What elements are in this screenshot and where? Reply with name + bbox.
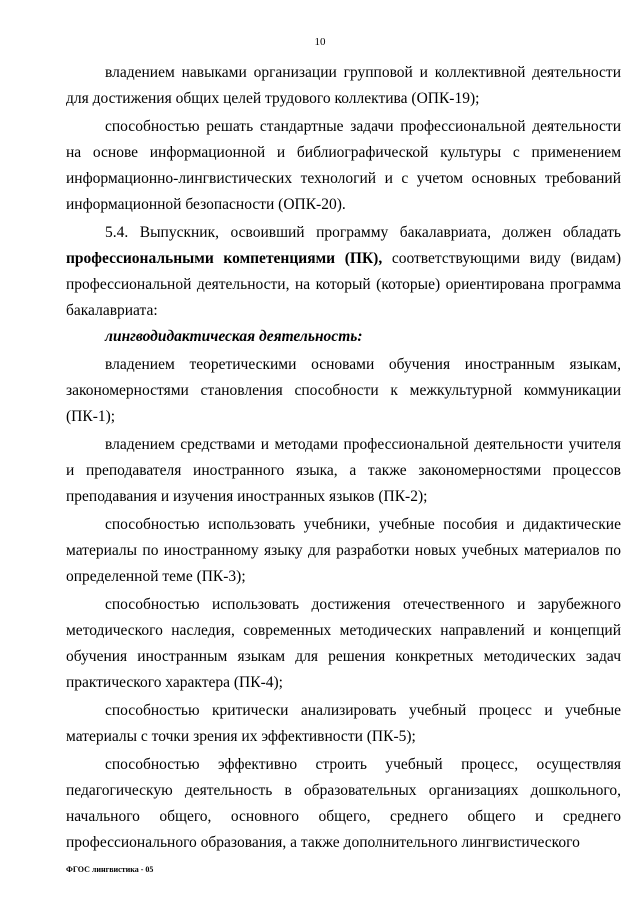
- competency-pk-4: способностью использовать достижения отечественного и зарубежного методического наследия, современных методических направлений и концепций обучения иностранным языкам для решения конкретных методических задач практического характера (ПК-4);: [66, 596, 621, 691]
- paragraph-opk-20: способностью решать стандартные задачи профессиональной деятельности на основе информационной и библиографической культуры с применением информационно-лингвистических технологий и с учетом основных требований информационной безопасности (ОПК-20).: [66, 118, 621, 213]
- section-5-4-intro: 5.4. Выпускник, освоивший программу бакалавриата, должен обладать: [105, 224, 621, 241]
- section-5-4-rest: соответствующими виду (видам) профессиональной деятельности, на который (которые) ориентирована программа бакалавриата:: [66, 250, 622, 319]
- competency-pk-2: владением средствами и методами профессиональной деятельности учителя и преподавателя иностранного языка, а также закономерностями процессов преподавания и изучения иностранных языков (ПК-2);: [66, 436, 621, 505]
- paragraph-opk-19: владением навыками организации групповой и коллективной деятельности для достижения общих целей трудового коллектива (ОПК-19);: [66, 64, 621, 107]
- document-body: [66, 60, 621, 858]
- page-number: 10: [314, 36, 326, 48]
- section-5-4-bold-term: профессиональными компетенциями (ПК),: [66, 250, 383, 267]
- subheading-lingvodidactic: лингводидактическая деятельность:: [105, 328, 363, 345]
- competency-pk-6-partial: способностью эффективно строить учебный процесс, осуществляя педагогическую деятельность в образовательных организациях дошкольного, начального общего, основного общего, среднего общего и среднего профессионального образования, а также дополнительного лингвистического: [66, 756, 621, 851]
- footer-label: ФГОС лингвистика - 05: [66, 865, 154, 874]
- competency-pk-3: способностью использовать учебники, учебные пособия и дидактические материалы по иностранному языку для разработки новых учебных материалов по определенной теме (ПК-3);: [66, 516, 621, 585]
- paragraph-section-5-4: [66, 220, 621, 324]
- competency-pk-5: способностью критически анализировать учебный процесс и учебные материалы с точки зрения их эффективности (ПК-5);: [66, 702, 621, 745]
- competency-pk-1: владением теоретическими основами обучения иностранным языкам, закономерностями становления способности к межкультурной коммуникации (ПК-1);: [66, 356, 621, 425]
